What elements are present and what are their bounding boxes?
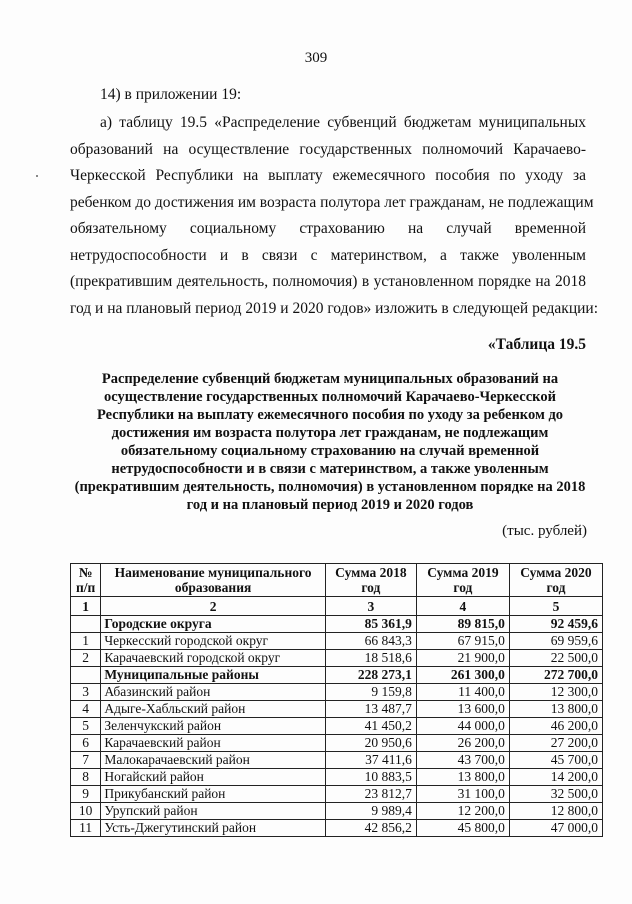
- row-sum-2018: 13 487,7: [325, 701, 416, 718]
- item-14-heading: 14) в приложении 19:: [100, 86, 242, 103]
- table-row: [71, 650, 603, 667]
- col-number: 5: [509, 597, 602, 616]
- col-number: 4: [416, 597, 509, 616]
- row-name: Карачаевский район: [101, 735, 326, 752]
- row-sum-2018: 9 159,8: [325, 684, 416, 701]
- row-sum-2020: 272 700,0: [509, 667, 602, 684]
- row-number: [71, 616, 101, 633]
- row-sum-2019: 31 100,0: [416, 786, 509, 803]
- row-name: Зеленчукский район: [101, 718, 326, 735]
- paragraph-line: обязательному социальному страхованию на случай временной: [70, 220, 586, 237]
- row-sum-2018: 66 843,3: [325, 633, 416, 650]
- paragraph-line: образований на осуществление государственных полномочий Карачаево-: [70, 140, 586, 158]
- row-sum-2018: 18 518,6: [325, 650, 416, 667]
- row-sum-2020: 45 700,0: [509, 752, 602, 769]
- row-sum-2018: 42 856,2: [325, 820, 416, 837]
- table-body: [71, 616, 603, 837]
- table-row: [71, 752, 603, 769]
- row-sum-2019: 43 700,0: [416, 752, 509, 769]
- row-sum-2020: 12 800,0: [509, 803, 602, 820]
- row-sum-2020: 47 000,0: [509, 820, 602, 837]
- row-sum-2019: 12 200,0: [416, 803, 509, 820]
- paragraph-line: Черкесской Республики на выплату ежемесячного пособия по уходу за: [70, 167, 586, 184]
- row-sum-2018: 9 989,4: [325, 803, 416, 820]
- paragraph-line: нетрудоспособности и в связи с материнством, а также уволенным: [70, 246, 586, 264]
- row-sum-2018: 20 950,6: [325, 735, 416, 752]
- row-sum-2018: 228 273,1: [325, 667, 416, 684]
- row-number: 10: [71, 803, 101, 820]
- row-sum-2019: 44 000,0: [416, 718, 509, 735]
- table-row: [71, 633, 603, 650]
- row-sum-2019: 67 915,0: [416, 633, 509, 650]
- header-name: Наименование муниципального образования: [101, 564, 326, 597]
- table-row: [71, 735, 603, 752]
- row-sum-2019: 13 600,0: [416, 701, 509, 718]
- header-2019: Сумма 2019 год: [416, 564, 509, 597]
- row-name: Усть-Джегутинский район: [101, 820, 326, 837]
- row-name: Прикубанский район: [101, 786, 326, 803]
- table-row: [71, 803, 603, 820]
- row-name: Муниципальные районы: [101, 667, 326, 684]
- row-number: [71, 667, 101, 684]
- amendment-paragraph: [70, 110, 599, 322]
- row-sum-2020: 14 200,0: [509, 769, 602, 786]
- row-sum-2020: 69 959,6: [509, 633, 602, 650]
- paragraph-line: год и на плановый период 2019 и 2020 годов» изложить в следующей редакции:: [70, 299, 599, 317]
- subventions-table: [70, 563, 603, 837]
- row-sum-2019: 26 200,0: [416, 735, 509, 752]
- table-label: «Таблица 19.5: [487, 336, 586, 353]
- column-number-row: [71, 597, 603, 616]
- row-name: Абазинский район: [101, 684, 326, 701]
- row-sum-2018: 85 361,9: [325, 616, 416, 633]
- table-row: [71, 769, 603, 786]
- row-sum-2019: 13 800,0: [416, 769, 509, 786]
- row-name: Карачаевский городской округ: [101, 650, 326, 667]
- row-sum-2018: 10 883,5: [325, 769, 416, 786]
- header-2018: Сумма 2018 год: [325, 564, 416, 597]
- paragraph-line: а) таблицу 19.5 «Распределение субвенций бюджетам муниципальных: [100, 114, 586, 131]
- row-sum-2020: 46 200,0: [509, 718, 602, 735]
- col-number: 1: [71, 597, 101, 616]
- row-sum-2019: 11 400,0: [416, 684, 509, 701]
- paragraph-line: (прекратившим деятельность, полномочия) в установленном порядке на 2018: [70, 273, 586, 290]
- page-number: 309: [304, 50, 328, 66]
- row-number: 3: [71, 684, 101, 701]
- row-sum-2020: 27 200,0: [509, 735, 602, 752]
- table-row: [71, 786, 603, 803]
- row-number: 8: [71, 769, 101, 786]
- table-header-row: [71, 564, 603, 597]
- row-number: 1: [71, 633, 101, 650]
- table-title: Распределение субвенций бюджетам муниципальных образований на осуществление государственных полномочий Карачаево-Черкесской Республики на выплату ежемесячного пособия по уходу за ребенком до достижения им возраста полутора лет гражданам, не подлежащим обязательному социальному страхованию на случай временной нетрудоспособности и в связи с материнством, а также уволенным (прекратившим деятельность, полномочия) в установленном порядке на 2018 год и на плановый период 2019 и 2020 годов: [74, 371, 586, 513]
- row-number: 7: [71, 752, 101, 769]
- table-row: [71, 718, 603, 735]
- scan-speck: [36, 175, 38, 177]
- row-sum-2020: 12 300,0: [509, 684, 602, 701]
- row-sum-2019: 261 300,0: [416, 667, 509, 684]
- header-num: № п/п: [71, 564, 101, 597]
- row-sum-2019: 21 900,0: [416, 650, 509, 667]
- row-name: Ногайский район: [101, 769, 326, 786]
- row-name: Адыге-Хабльский район: [101, 701, 326, 718]
- row-number: 11: [71, 820, 101, 837]
- col-number: 2: [101, 597, 326, 616]
- row-sum-2020: 92 459,6: [509, 616, 602, 633]
- table-group-row: [71, 616, 603, 633]
- row-number: 6: [71, 735, 101, 752]
- units-note: (тыс. рублей): [502, 523, 587, 539]
- row-name: Малокарачаевский район: [101, 752, 326, 769]
- header-2020: Сумма 2020 год: [509, 564, 602, 597]
- table-row: [71, 820, 603, 837]
- paragraph-line: ребенком до достижения им возраста полутора лет гражданам, не подлежащим: [70, 193, 594, 211]
- row-sum-2020: 13 800,0: [509, 701, 602, 718]
- col-number: 3: [325, 597, 416, 616]
- row-name: Городские округа: [101, 616, 326, 633]
- table-group-row: [71, 667, 603, 684]
- row-number: 9: [71, 786, 101, 803]
- table-row: [71, 701, 603, 718]
- row-name: Черкесский городской округ: [101, 633, 326, 650]
- row-sum-2018: 37 411,6: [325, 752, 416, 769]
- row-sum-2020: 22 500,0: [509, 650, 602, 667]
- row-sum-2018: 23 812,7: [325, 786, 416, 803]
- row-number: 4: [71, 701, 101, 718]
- row-sum-2019: 45 800,0: [416, 820, 509, 837]
- row-sum-2019: 89 815,0: [416, 616, 509, 633]
- table-row: [71, 684, 603, 701]
- row-name: Урупский район: [101, 803, 326, 820]
- row-sum-2020: 32 500,0: [509, 786, 602, 803]
- row-sum-2018: 41 450,2: [325, 718, 416, 735]
- row-number: 2: [71, 650, 101, 667]
- row-number: 5: [71, 718, 101, 735]
